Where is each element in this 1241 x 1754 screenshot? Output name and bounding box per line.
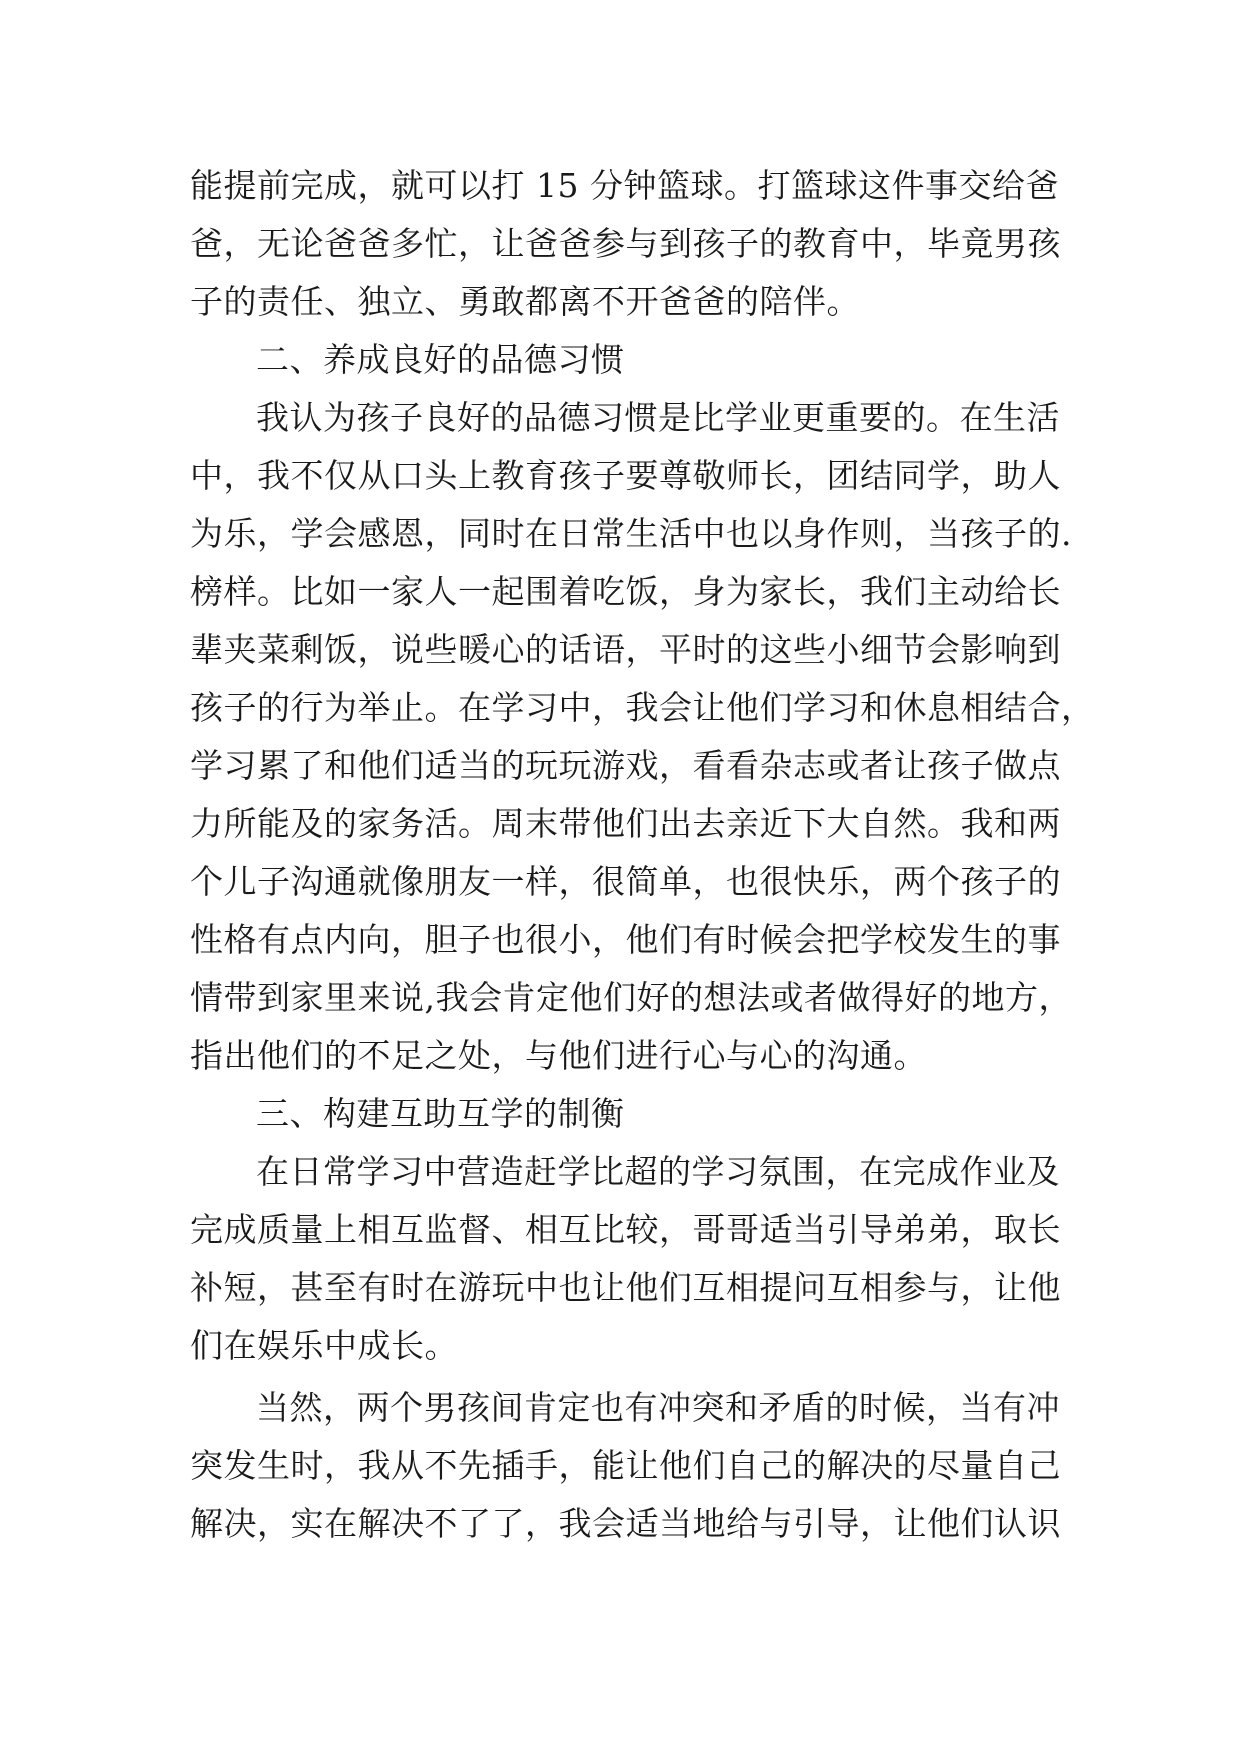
section-heading-2: 二、养成良好的品德习惯 — [256, 340, 625, 379]
paragraph-line: 在日常学习中营造赶学比超的学习氛围，在完成作业及 — [256, 1152, 1060, 1191]
paragraph-line: 补短，甚至有时在游玩中也让他们互相提问互相参与，让他 — [190, 1268, 1061, 1307]
paragraph-line: 当然，两个男孩间肯定也有冲突和矛盾的时候，当有冲 — [256, 1388, 1060, 1427]
paragraph-line: 解决，实在解决不了了，我会适当地给与引导，让他们认识 — [190, 1504, 1061, 1543]
paragraph-line: 完成质量上相互监督、相互比较，哥哥适当引导弟弟，取长 — [190, 1210, 1061, 1249]
paragraph-line: 突发生时，我从不先插手，能让他们自己的解决的尽量自己 — [190, 1446, 1061, 1485]
paragraph-line: 中，我不仅从口头上教育孩子要尊敬师长，团结同学，助人 — [190, 456, 1061, 495]
paragraph-line: 辈夹菜剩饭，说些暖心的话语，平时的这些小细节会影响到 — [190, 630, 1061, 669]
paragraph-line: 学习累了和他们适当的玩玩游戏，看看杂志或者让孩子做点 — [190, 746, 1061, 785]
paragraph-line: 能提前完成，就可以打 15 分钟篮球。打篮球这件事交给爸 — [190, 166, 1059, 205]
paragraph-line: 个儿子沟通就像朋友一样，很简单，也很快乐，两个孩子的 — [190, 862, 1061, 901]
paragraph-line: 指出他们的不足之处，与他们进行心与心的沟通。 — [190, 1036, 927, 1075]
paragraph-line: 们在娱乐中成长。 — [190, 1326, 458, 1365]
paragraph-line: 孩子的行为举止。在学习中，我会让他们学习和休息相结合， — [190, 688, 1095, 727]
paragraph-line: 性格有点内向，胆子也很小，他们有时候会把学校发生的事 — [190, 920, 1061, 959]
paragraph-line: 情带到家里来说,我会肯定他们好的想法或者做得好的地方， — [190, 978, 1072, 1017]
paragraph-line: 为乐，学会感恩，同时在日常生活中也以身作则，当孩子的. — [190, 514, 1072, 553]
paragraph-line: 子的责任、独立、勇敢都离不开爸爸的陪伴。 — [190, 282, 860, 321]
paragraph-line: 爸，无论爸爸多忙，让爸爸参与到孩子的教育中，毕竟男孩 — [190, 224, 1061, 263]
paragraph-line: 力所能及的家务活。周末带他们出去亲近下大自然。我和两 — [190, 804, 1061, 843]
paragraph-line: 我认为孩子良好的品德习惯是比学业更重要的。在生活 — [256, 398, 1060, 437]
section-heading-3: 三、构建互助互学的制衡 — [256, 1094, 625, 1133]
paragraph-line: 榜样。比如一家人一起围着吃饭，身为家长，我们主动给长 — [190, 572, 1061, 611]
